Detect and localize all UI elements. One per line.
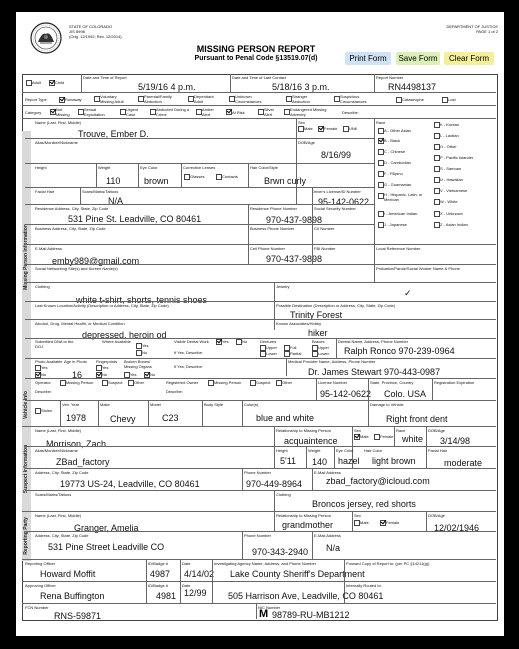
race-d-label: D - Cambodian	[384, 160, 411, 165]
sus-sex-label: Sex	[354, 428, 361, 433]
veh-colors-value[interactable]: blue and white	[256, 413, 315, 423]
mp-dentist-label: Dentist Name, Address, Phone Number	[338, 339, 409, 344]
mp-fp-no-label: No	[102, 372, 108, 377]
mp-residence-value[interactable]: 531 Pine St. Leadville, CO 80461	[68, 214, 202, 224]
section-label-missing-person: Missing Person Information	[23, 224, 29, 290]
sus-race-label: Race	[396, 428, 406, 433]
mp-res-phone-label: Residence Phone Number	[250, 206, 297, 211]
rp-address-value[interactable]: 531 Pine Street Leadville CO	[48, 542, 165, 552]
officer-date-value[interactable]: 4/14/02	[184, 569, 215, 579]
veh-damage-value[interactable]: Right front dent	[386, 414, 448, 424]
race-s-label: S - Samoan	[440, 166, 462, 171]
mp-male-label: Male	[304, 126, 313, 131]
race-a-label: A - Other Asian	[384, 128, 411, 133]
race-c-label: C - Chinese	[384, 149, 406, 154]
section-label-reporting-party: Reporting Party	[23, 517, 29, 555]
mp-cell-value[interactable]: 970-437-9898	[266, 254, 323, 264]
officer-badge-label: ID/Badge #	[148, 561, 169, 566]
sus-race-value[interactable]: white	[402, 434, 424, 444]
print-form-button[interactable]: Print Form	[345, 52, 391, 65]
mp-fbi-label: FBI Number	[314, 246, 336, 251]
sus-alias-value[interactable]: ZBad_factory	[56, 457, 110, 467]
sus-male-label: Male	[360, 434, 369, 439]
fcn-label: FCN Number	[25, 605, 49, 610]
adult-label: Adult	[32, 80, 42, 85]
race-j-label: J - Japanese	[384, 222, 407, 227]
mp-local-ref-label: Local Reference Number	[376, 246, 421, 251]
mp-dental-describe-label: If Yes, Describe:	[174, 350, 203, 355]
rt-unknown-label: Unknown Circumstances	[235, 94, 262, 104]
mp-last-known-label: Last Known Location/Activity (Description or Address, City, State, Zip Code)	[35, 303, 169, 308]
rp-dob-value[interactable]: 12/02/1946	[434, 523, 480, 533]
mp-ssn-label: Social Security Number	[314, 206, 356, 211]
mp-dental-label: Visible Dental Work	[174, 339, 209, 344]
mp-braces-upper-label: Upper	[318, 345, 329, 350]
mp-jewelry-label: Jewelry	[276, 284, 290, 289]
sus-phone-label: Phone Number	[244, 470, 271, 475]
mp-glasses-label: Glasses	[190, 174, 205, 179]
mp-dna-label: Submitted DNA to the DOJ	[35, 339, 74, 349]
mp-scars-value[interactable]: N/A	[108, 196, 124, 206]
mp-clothing-value[interactable]: white t-shirt, shorts, tennis shoes	[76, 295, 208, 305]
mp-fp-yes-label: Yes	[102, 365, 109, 370]
mp-age-photo-value[interactable]: 16	[72, 370, 83, 380]
veh-stolen-label: Stolen	[41, 408, 53, 413]
cat-amber-label: Amber Alert	[202, 107, 214, 117]
form-title: MISSING PERSON REPORT	[196, 44, 316, 54]
cat-sexual-label: Sexual Exploitation	[84, 107, 105, 117]
rp-address-label: Address, City, State, Zip Code	[35, 533, 89, 538]
race-p-label: P - Pacific Islander	[440, 155, 474, 160]
mp-cell-label: Cell Phone Number	[250, 246, 285, 251]
mp-alias-label: Alias/Moniker/Nickname	[35, 140, 78, 145]
mp-eye-value[interactable]: brown	[144, 176, 169, 186]
sus-eye-value[interactable]: hazel	[338, 456, 360, 466]
mp-bones-no-label: No	[150, 372, 156, 377]
sus-height-label: Height	[276, 448, 288, 453]
rt-dependant-label: Dependant Adult	[194, 94, 214, 104]
mp-dentures-label: Dentures	[260, 339, 277, 344]
mp-dna-no-label: No	[142, 350, 148, 355]
mp-height-label: Height	[35, 165, 47, 170]
veh-make-label: Make	[100, 402, 110, 407]
report-number-label: Report Number	[376, 75, 404, 80]
section-label-vehicle: Vehicle Info	[23, 391, 29, 419]
mp-hair-label: Hair Color/Style	[250, 165, 279, 170]
sus-phone-value[interactable]: 970-449-8964	[246, 479, 303, 489]
race-w-label: W - White	[440, 199, 458, 204]
mp-dental-no-label: No	[242, 339, 248, 344]
sus-dob-label: DOB/Age	[428, 428, 445, 433]
rp-dob-label: DOB/Age	[428, 513, 445, 518]
mp-dl-label: Driver's License/ID Number	[312, 189, 361, 194]
sus-scars-label: Scars/Marks/Tattoos	[35, 492, 72, 497]
mp-destination-value[interactable]: Trinity Forest	[290, 310, 343, 320]
mp-age-photo-label: Age in Photo	[64, 359, 87, 364]
veh-state-value[interactable]: Colo. USA	[384, 389, 427, 399]
reporting-officer-label: Reporting Officer	[25, 561, 56, 566]
approving-date-value[interactable]: 12/99	[184, 588, 207, 598]
sus-clothing-label: Clothing	[276, 492, 291, 497]
sus-weight-label: Weight	[308, 448, 321, 453]
mp-female-label: Female	[324, 126, 338, 131]
rp-relationship-label: Relationship to Missing Person	[276, 513, 331, 518]
veh-owner-label: Registered Owner	[166, 380, 199, 385]
veh-body-label: Body Style	[204, 402, 224, 407]
mp-dob-value[interactable]: 8/16/99	[321, 150, 352, 160]
sus-dob-value[interactable]: 3/14/98	[440, 436, 471, 446]
mp-dentist-value[interactable]: Ralph Ronco 970-239-0964	[344, 346, 455, 356]
sus-eye-label: Eye Color	[336, 448, 354, 453]
agency-address-value[interactable]: 505 Harrison Ave, Leadville, CO 80461	[228, 591, 384, 601]
cat-urgent-label: Urgent Case	[126, 107, 139, 117]
mp-dental-yes-label: Yes	[222, 339, 229, 344]
mp-broken-label: Broken Bones/ Missing Organs	[124, 359, 152, 369]
mp-facial-hair-label: Facial Hair	[35, 189, 55, 194]
race-x-label: X - Unknown	[440, 211, 463, 216]
mp-lenses-label: Corrective Lenses	[183, 165, 216, 170]
mp-weight-value[interactable]: 110	[106, 176, 121, 186]
mp-probation-label: Probation/Parole/Social Worker Name & Phone	[376, 266, 460, 271]
mp-braces-lower-label: Lower	[318, 351, 329, 356]
mp-hair-value[interactable]: Brwn curly	[264, 176, 307, 186]
mp-jewelry-check[interactable]: ✓	[404, 288, 412, 298]
ncic-label: NIC Number	[258, 605, 281, 610]
race-z-label: Z - Asian Indian	[440, 222, 468, 227]
race-u-label: U - Hawaiian	[440, 177, 463, 182]
sus-name-label: Name (Last, First, Middle)	[35, 428, 82, 433]
veh-model-value[interactable]: C23	[162, 413, 179, 423]
race-i-label: I - American Indian	[384, 211, 418, 216]
dept-line-1: DEPARTMENT OF JUSTICE	[446, 24, 498, 29]
mp-photo-label: Photo Available	[35, 359, 63, 364]
approving-badge-value[interactable]: 4981	[156, 591, 177, 601]
mp-medical-label: Medical Provider Name, Address, Phone Number	[288, 359, 376, 364]
mp-business-label: Business Address, City, State, Zip Code	[35, 226, 106, 231]
sus-facial-hair-label: Facial Hair	[428, 448, 448, 453]
veh-ro-suspect-label: Suspect	[256, 380, 271, 385]
sus-female-label: Female	[380, 434, 394, 439]
mp-race-label: Race	[376, 120, 386, 125]
mp-associates-label: Known Associates/Hobby	[276, 321, 322, 326]
sus-email-value[interactable]: zbad_factory@icloud.com	[326, 476, 430, 486]
mp-name-label: Name (Last, First, Middle)	[35, 120, 82, 125]
race-g-label: G - Guamanian	[384, 182, 412, 187]
mp-where-label: Where Available	[102, 339, 131, 344]
rp-relationship-value[interactable]: grandmother	[282, 520, 334, 530]
cat-describe-label: Describe:	[342, 110, 359, 115]
agency-label: Investigating Agency Name, Address, and Phone Number	[214, 561, 317, 566]
mp-full-label: Full	[290, 345, 297, 350]
mp-dob-label: DOB/Age	[298, 140, 315, 145]
forward-copy-label: Forward Copy of Report to: (per PC §14211(g))	[346, 561, 430, 566]
mp-unk-label: UNK	[349, 126, 358, 131]
veh-make-value[interactable]: Chevy	[110, 414, 136, 424]
mp-email-label: E-Mail Address	[35, 246, 62, 251]
rp-email-value[interactable]: N/a	[326, 543, 341, 553]
veh-state-label: State, Province, Country	[370, 380, 414, 385]
mp-email-value[interactable]: emby989@gmail.com	[52, 256, 140, 266]
form-subtitle: Pursuant to Penal Code §13519.07(d)	[194, 55, 318, 62]
rt-stranger-label: Stranger Abduction	[292, 94, 310, 104]
fcn-value[interactable]: RNS-59871	[54, 611, 102, 621]
veh-ro-mp-label: Missing Person	[214, 380, 242, 385]
date-time-last-contact-value[interactable]: 5/18/16 3 p.m.	[272, 82, 330, 92]
rt-parental-label: Parental/Family Abduction	[144, 94, 172, 104]
mp-lower-label: Lower	[266, 351, 277, 356]
mp-social-label: Social Networking Site(s) and Screen Name(s)	[35, 266, 118, 271]
veh-op-mp-label: Missing Person	[66, 380, 94, 385]
approving-badge-label: ID/Badge #	[148, 583, 169, 588]
mp-destination-label: Possible Destination (Description or Address, City, State, Zip Code)	[276, 303, 396, 308]
mp-contacts-label: Contacts	[222, 174, 238, 179]
sus-weight-value[interactable]: 140	[312, 457, 328, 467]
mp-dl-value[interactable]: 95-142-0622	[318, 197, 370, 207]
veh-model-label: Model	[150, 402, 161, 407]
officer-badge-value[interactable]: 4987	[150, 569, 171, 579]
cat-at-risk-label: At Risk	[232, 110, 245, 115]
mp-braces-label: Braces	[312, 339, 325, 344]
veh-op-other-label: Other	[134, 380, 145, 385]
approving-date-label: Date	[182, 583, 191, 588]
agency-line-3: (Orig. 12/1992; Rev. 12/2014)	[69, 34, 122, 39]
mp-photo-no-label: No	[41, 372, 47, 377]
date-time-report-value[interactable]: 5/19/16 4 p.m.	[138, 82, 196, 92]
missing-person-report-form	[16, 12, 504, 636]
sus-name-value[interactable]: Morrison, Zach	[46, 439, 107, 449]
sus-height-value[interactable]: 5'11	[280, 456, 297, 466]
sus-facial-hair-value[interactable]: moderate	[444, 458, 483, 468]
cat-silver-label: Silver Alert	[264, 107, 275, 117]
state-seal-icon	[30, 22, 62, 54]
veh-colors-label: Color(s)	[244, 402, 259, 407]
mp-eye-label: Eye Color	[140, 165, 158, 170]
agency-line-2: JIS 8998	[69, 29, 85, 34]
mp-upper-label: Upper	[266, 345, 277, 350]
veh-damage-label: Damage to Vehicle	[370, 402, 404, 407]
sus-relationship-value[interactable]: acquaintence	[284, 436, 338, 446]
rt-runaway-label: Runaway	[65, 97, 82, 102]
mp-partial-label: Partial	[290, 351, 302, 356]
mp-bus-phone-label: Business Phone Number	[250, 226, 295, 231]
approving-officer-label: Approving Officer	[25, 583, 56, 588]
rp-male-label: Male	[360, 520, 369, 525]
approving-officer-value[interactable]: Rena Buffington	[40, 591, 105, 601]
rt-suspicious-label: Suspicious Circumstances	[340, 94, 367, 104]
veh-ro-other-label: Other	[282, 380, 293, 385]
rp-name-value[interactable]: Granger, Amelia	[74, 523, 139, 533]
sus-relationship-label: Relationship to Missing Person	[276, 428, 331, 433]
race-h-label: H - Hispanic, Latin, or Mexican	[384, 192, 423, 202]
agency-name-value[interactable]: Lake County Sheriff's Department	[230, 569, 365, 579]
report-type-label: Report Type	[25, 97, 47, 102]
mp-alcohol-value[interactable]: depressed, heroin od	[82, 330, 167, 340]
veh-license-value[interactable]: 95-142-0622	[320, 389, 372, 399]
rp-female-label: Female	[386, 520, 400, 525]
mp-fingerprints-label: Fingerprints	[96, 359, 118, 364]
mp-clothing-label: Clothing	[35, 284, 50, 289]
agency-line-1: STATE OF COLORADO	[69, 24, 112, 29]
mp-alcohol-label: Alcohol, Drug, Mental Health, or Medical Condition	[35, 321, 125, 326]
sus-address-label: Address, City, State, Zip Code	[35, 470, 89, 475]
veh-op-suspect-label: Suspect	[108, 380, 123, 385]
cat-endangered-label: Endangered Missing Adventry	[290, 107, 327, 117]
veh-license-label: License Number	[318, 380, 348, 385]
sus-email-label: E-Mail Address	[314, 470, 341, 475]
date-time-report-label: Date and Time of Report	[83, 75, 127, 80]
sus-alias-label: Alias/Moniker/Nickname	[35, 448, 78, 453]
race-f-label: F - Filipino	[384, 171, 403, 176]
cat-not-missing-label: Not Missing	[56, 107, 70, 117]
sus-clothing-value[interactable]: Broncos jersey, red shorts	[312, 499, 416, 509]
ncic-value[interactable]: 98789-RU-MB1212	[272, 610, 350, 620]
category-label: Category	[25, 110, 42, 115]
veh-operator-label: Operator	[35, 380, 51, 385]
rp-sex-label: Sex	[354, 513, 361, 518]
rp-name-label: Name (Last, First, Middle)	[35, 513, 82, 518]
child-label: Child	[55, 80, 65, 85]
internally-routed-label: Internally Routed to:	[346, 583, 382, 588]
rp-phone-label: Phone Number	[244, 533, 271, 538]
rt-lost-label: Lost	[448, 97, 456, 102]
section-label-suspect: Suspect Information	[23, 444, 29, 494]
mp-residence-label: Residence Address, City, State, Zip Code	[35, 206, 109, 211]
clear-form-button[interactable]: Clear Form	[444, 52, 494, 65]
race-o-label: O - Other	[440, 144, 457, 149]
sus-hair-label: Hair Color	[364, 448, 383, 453]
mp-photo-yes-label: Yes	[41, 365, 48, 370]
mp-name-value[interactable]: Trouve, Ember D.	[78, 129, 149, 139]
race-v-label: V - Vietnamese	[440, 188, 468, 193]
mp-associates-value[interactable]: hiker	[308, 328, 328, 338]
rt-catastrophe-label: Catastrophe	[402, 97, 424, 102]
veh-year-label: Veh. Year	[62, 402, 80, 407]
officer-date-label: Date	[182, 561, 191, 566]
rp-email-label: E-Mail Address	[314, 533, 341, 538]
rt-voluntary-label: Voluntary Missing Adult	[100, 94, 124, 104]
mp-cii-label: CII Number	[314, 226, 335, 231]
ncic-prefix: M	[259, 608, 269, 620]
cat-abducted-label: Abducted During a Crime	[156, 107, 190, 117]
race-l-label: L - Laotian	[440, 133, 459, 138]
veh-reg-exp-label: Registration Expiration	[434, 380, 475, 385]
veh-ro-describe-label: Describe:	[166, 389, 183, 394]
sus-address-value[interactable]: 19773 US-24, Leadville, CO 80461	[60, 479, 200, 489]
mp-medical-value[interactable]: Dr. James Stewart 970-443-0987	[308, 367, 441, 377]
veh-year-value[interactable]: 1978	[66, 413, 87, 423]
mp-scars-label: Scars/Marks/Tattoos	[82, 189, 119, 194]
race-k-label: K - Korean	[440, 122, 460, 127]
mp-bones-describe-label: If Yes, Describe:	[174, 364, 203, 369]
mp-weight-label: Weight	[98, 165, 111, 170]
rp-phone-value[interactable]: 970-343-2940	[252, 547, 309, 557]
report-number-value[interactable]: RN4498137	[388, 82, 437, 92]
mp-bones-yes-label: Yes	[130, 372, 137, 377]
veh-op-describe-label: Describe:	[35, 389, 52, 394]
reporting-officer-value[interactable]: Howard Moffit	[40, 569, 96, 579]
sus-hair-value[interactable]: light brown	[372, 456, 416, 466]
race-b-label: B - Black	[384, 138, 401, 143]
mp-sex-label: Sex	[298, 120, 305, 125]
mp-dna-yes-label: Yes	[142, 343, 149, 348]
mp-res-phone-value[interactable]: 970-437-9898	[266, 215, 323, 225]
save-form-button[interactable]: Save Form	[396, 52, 440, 65]
dept-line-2: PAGE 1 of 2	[476, 29, 498, 34]
date-time-last-contact-label: Date and Time of Last Contact	[232, 75, 287, 80]
